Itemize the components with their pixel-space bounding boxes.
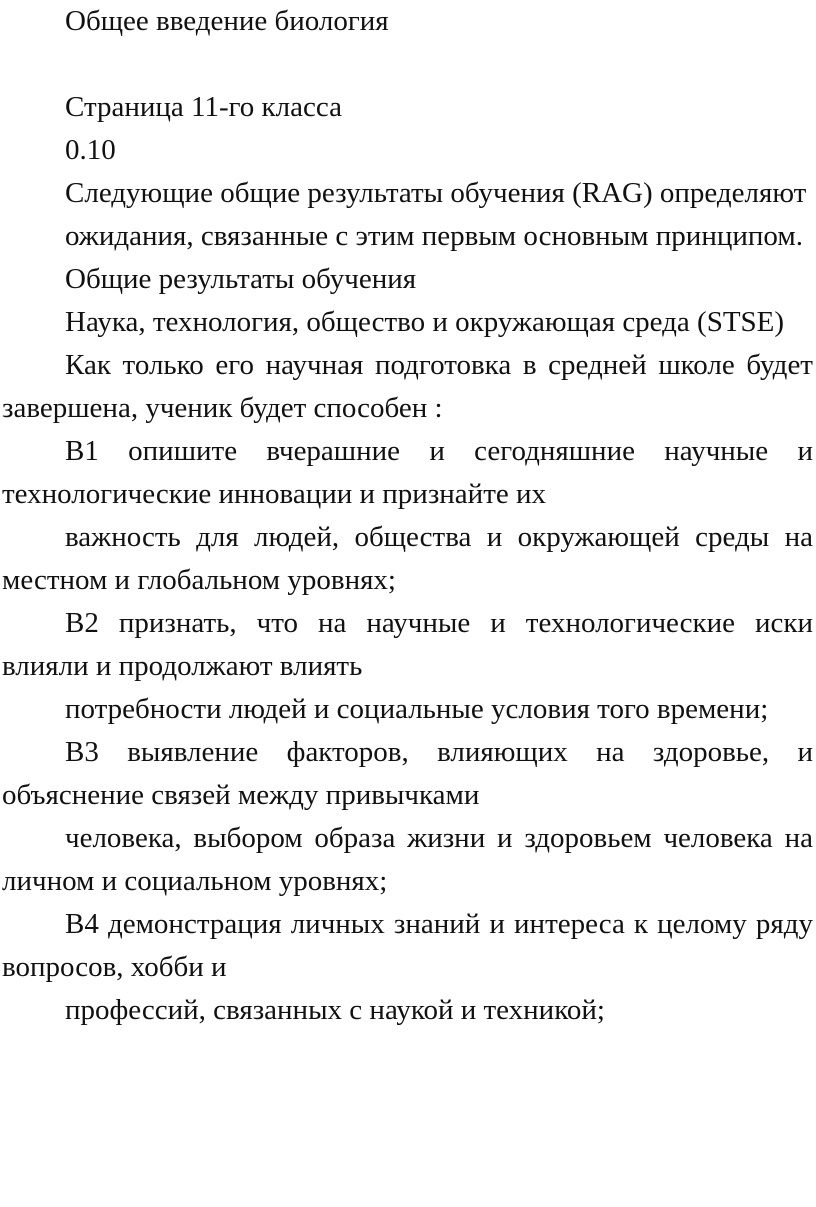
outcome-item: B2 признать, что на научные и технологические иски влияли и продолжают влиять [2, 607, 813, 682]
outcome-item: B1 опишите вчерашние и сегодняшние научные и технологические инновации и признайте их [2, 435, 813, 510]
page-subtitle: Страница 11-го класса [65, 91, 342, 123]
paragraph: Как только его научная подготовка в средней школе будет завершена, ученик будет способен : [2, 349, 813, 424]
paragraph: Наука, технология, общество и окружающая среда (STSE) [65, 306, 785, 338]
outcome-item: важность для людей, общества и окружающей среды на местном и глобальном уровнях; [2, 521, 813, 596]
section-number: 0.10 [65, 134, 116, 166]
paragraph: ожидания, связанные с этим первым основным принципом. [65, 220, 803, 252]
outcome-item: человека, выбором образа жизни и здоровьем человека на личном и социальном уровнях; [2, 822, 813, 897]
document-title: Общее введение биология [65, 5, 389, 37]
outcome-item: B4 демонстрация личных знаний и интереса к целому ряду вопросов, хобби и [2, 908, 813, 983]
section-heading: Общие результаты обучения [65, 263, 417, 295]
paragraph: Следующие общие результаты обучения (RAG) определяют [65, 177, 807, 209]
outcome-item: профессий, связанных с наукой и техникой; [65, 994, 605, 1026]
outcome-item: потребности людей и социальные условия того времени; [65, 693, 769, 725]
outcome-item: B3 выявление факторов, влияющих на здоровье, и объяснение связей между привычками [2, 736, 813, 811]
